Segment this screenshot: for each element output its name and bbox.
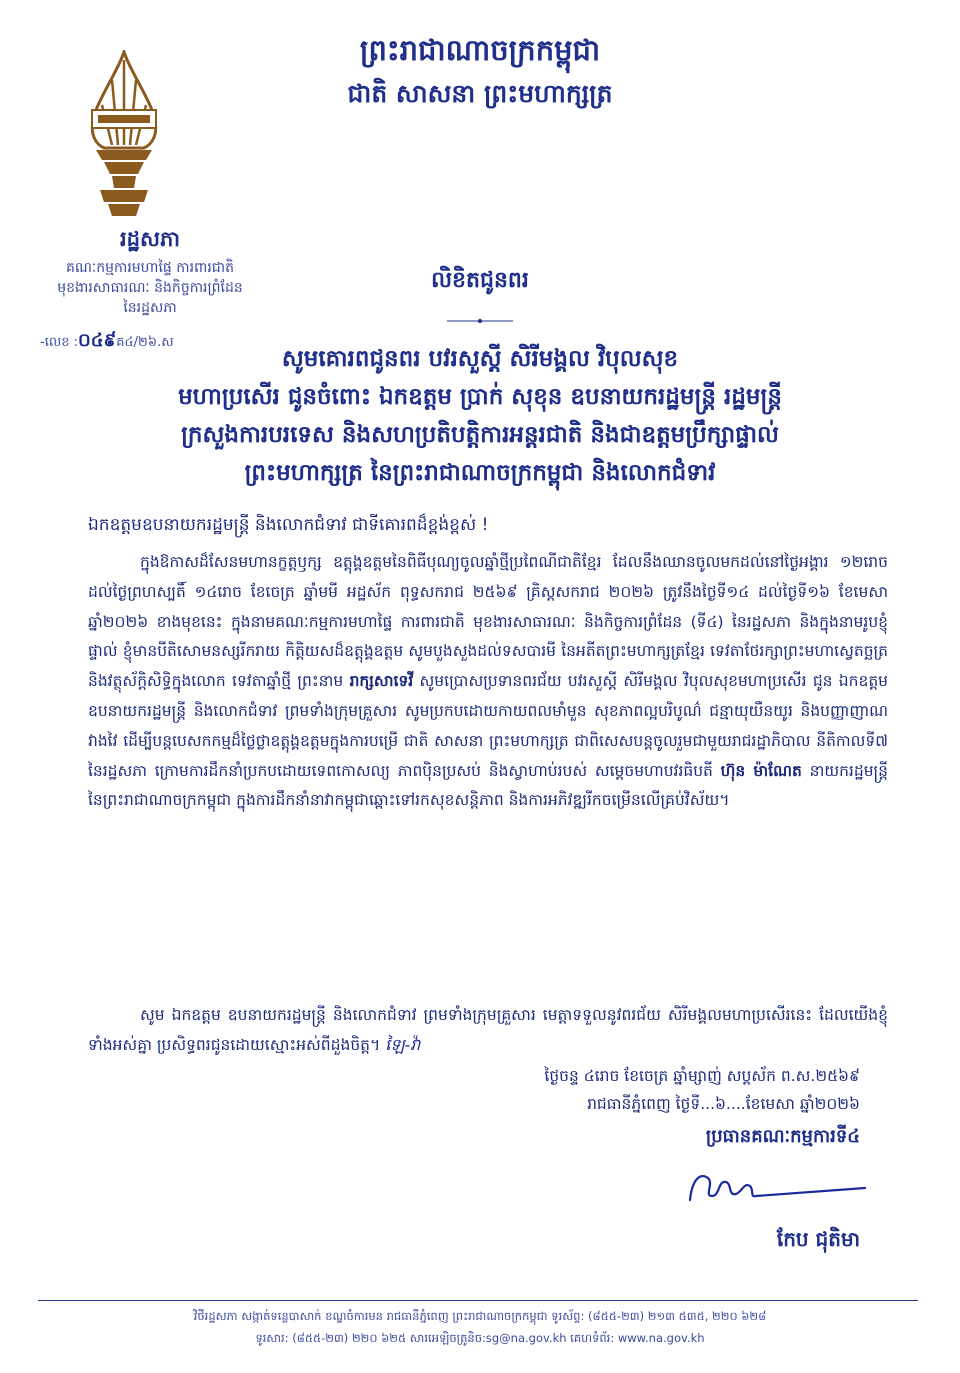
commission-name: [30, 258, 270, 318]
place-date-prefix: រាជធានីភ្នំពេញ ថ្ងៃទី...: [587, 1095, 716, 1113]
deity-name: រាក្សសាទេវី: [349, 672, 414, 691]
title-ornament: [447, 318, 513, 324]
date-day-handwritten: ៦: [715, 1095, 726, 1113]
ref-suffix: គ៤/២៦.ស: [116, 335, 174, 350]
prime-minister-name: ហ៊ុន ម៉ាណែត: [720, 761, 802, 780]
handwritten-signature: [660, 1160, 880, 1220]
handwritten-initials: ឡៃ-វ៉ា: [385, 1035, 421, 1054]
commission-line: មុខងារសាធារណៈ និងកិច្ចការព្រំដែន: [57, 280, 243, 296]
commission-line: នៃរដ្ឋសភា: [123, 300, 177, 316]
institution-name: រដ្ឋសភា: [120, 227, 180, 251]
national-assembly-emblem: [74, 50, 174, 220]
body-text-part: សូមប្រោសប្រទានពរជ័យ បវរសួស្តី សិរីមង្គល វិបុលសុខមហាប្រសើរ ជូន ឯកឧត្តម ឧបនាយករដ្ឋមន្ត្រី និងលោកជំទាវ ព្រមទាំងក្រុមគ្រួសារ សូមប្រកបដោយកាយពលមាំមួន សុខភាពល្អបរិបូណ៌ ជន្មាយុយឺនយូរ និងបញ្ញាញាណវាងវៃ ដើម្បីបន្តបេសកកម្មដ៏ថ្លៃថ្លាឧត្តុង្គឧត្តមក្នុងការបម្រើ ជាតិ សាសនា ព្រះមហាក្សត្រ ជាពិសេសបន្តចូលរួមជាមួយរាជរដ្ឋាភិបាល នីតិកាលទី៧ នៃរដ្ឋសភា ក្រោមការដឹកនាំប្រកបដោយទេពកោសល្យ ភាពប៉ិនប្រសប់ និងស្វាហាប់របស់ សម្តេចមហាបវរធិបតី: [88, 672, 888, 780]
heading-line: ក្រសួងការបរទេស និងសហប្រតិបត្តិការអន្តរជាតិ និងជាឧត្តមប្រឹក្សាផ្ទាល់: [181, 422, 779, 448]
salutation: ឯកឧត្តមឧបនាយករដ្ឋមន្ត្រី និងលោកជំទាវ ជាទីគោរពដ៏ខ្ពង់ខ្ពស់ !: [88, 515, 489, 535]
letter-body: [88, 548, 888, 816]
national-motto: ជាតិ សាសនា ព្រះមហាក្សត្រ: [347, 79, 613, 108]
closing-text: សូម ឯកឧត្តម ឧបនាយករដ្ឋមន្ត្រី និងលោកជំទាវ ព្រមទាំងក្រុមគ្រួសារ មេត្តាទទួលនូវពរជ័យ សិរីមង្គលមហាប្រសើរនេះ ដែលយើងខ្ញុំទាំងអស់គ្នា ប្រសិទ្ធពរជូនដោយស្មោះអស់ពីដួងចិត្ត។: [88, 1006, 888, 1054]
document-title: លិខិតជូនពរ: [431, 268, 529, 293]
heading-line: ព្រះមហាក្សត្រ នៃព្រះរាជាណាចក្រកម្ពុជា និងលោកជំទាវ: [244, 460, 716, 486]
place-date-suffix: ....ខែមេសា ឆ្នាំ២០២៦: [726, 1095, 860, 1113]
footer-divider: [38, 1300, 918, 1301]
signatory-title: ប្រធានគណៈកម្មការទី៤: [705, 1126, 860, 1147]
ref-number-handwritten: ០៤៩: [77, 330, 117, 351]
signatory-name: កែប ជុតិមា: [776, 1227, 860, 1251]
heading-line: សូមគោរពជូនពរ បវរសួស្តី សិរីមង្គល វិបុលសុខ: [281, 346, 679, 372]
place-date: [587, 1094, 860, 1117]
commission-line: គណៈកម្មការមហាផ្ទៃ ការពារជាតិ: [66, 260, 234, 276]
ref-prefix: -លេខ :: [40, 335, 78, 350]
body-text-part: នាយករដ្ឋមន្ត្រី នៃព្រះរាជាណាចក្រកម្ពុជា ក្នុងការដឹកនាំនាវាកម្ពុជាឆ្ពោះទៅរកសុខសន្តិភាព និងការអភិវឌ្ឍរីកចម្រើនលើគ្រប់វិស័យ។: [88, 761, 888, 810]
closing-paragraph: [88, 1000, 888, 1060]
heading-line: មហាប្រសើរ ជូនចំពោះ ឯកឧត្តម ប្រាក់ សុខុន ឧបនាយករដ្ឋមន្ត្រី រដ្ឋមន្ត្រី: [178, 384, 782, 410]
kingdom-title: ព្រះរាជាណាចក្រកម្ពុជា: [359, 33, 601, 67]
letter-heading: [50, 340, 910, 492]
footer-contact: ទូរសារ: (៨៥៥-២៣) ២២០ ៦២៥ សារអេឡិចត្រូនិច:sg@na.gov.kh គេហទំព័រ: www.na.gov.kh: [255, 1331, 705, 1345]
lunar-date: ថ្ងៃចន្ទ ៤រោច ខែចេត្រ ឆ្នាំម្សាញ់ សប្តស័ក ព.ស.២៥៦៩: [544, 1067, 860, 1085]
footer-address: វិថីរដ្ឋសភា សង្កាត់ទន្លេបាសាក់ ខណ្ឌចំការមន រាជធានីភ្នំពេញ ព្រះរាជាណាចក្រកម្ពុជា ទូរស័ព្ទ: (៨៥៥-២៣) ២១៣ ៥៣៥, ២២០ ៦២៨: [193, 1309, 767, 1323]
body-text-part: ក្នុងឱកាសដ៏សែនមហានក្ខត្តឫក្ស ឧត្តុង្គឧត្តមនៃពិធីបុណ្យចូលឆ្នាំថ្មីប្រពៃណីជាតិខ្មែរ ដែលនឹងឈានចូលមកដល់នៅថ្ងៃអង្គារ ១២រោច ដល់ថ្ងៃព្រហស្បតិ៍ ១៤រោច ខែចេត្រ ឆ្នាំមមី អដ្ឋស័ក ពុទ្ធសករាជ ២៥៦៩ គ្រិស្តសករាជ ២០២៦ ត្រូវនឹងថ្ងៃទី១៤ ដល់ថ្ងៃទី១៦ ខែមេសា ឆ្នាំ២០២៦ ខាងមុខនេះ ក្នុងនាមគណៈកម្មការមហាផ្ទៃ ការពារជាតិ មុខងារសាធារណៈ និងកិច្ចការព្រំដែន (ទី៤) នៃរដ្ឋសភា និងក្នុងនាមរូបខ្ញុំផ្ទាល់ ខ្ញុំមានបីតិសោមនស្សរីករាយ កិត្តិយសដ៏ឧត្តុង្គឧត្តម សូមបួងសួងដល់ទសបារមី នៃអតីតព្រះមហាក្សត្រខ្មែរ ទេវតាថែរក្សាព្រះមហាស្វេតច្ឆត្រ និងវត្ថុស័ក្តិសិទ្ធិក្នុងលោក ទេវតាឆ្នាំថ្មី ព្រះនាម: [88, 553, 888, 691]
